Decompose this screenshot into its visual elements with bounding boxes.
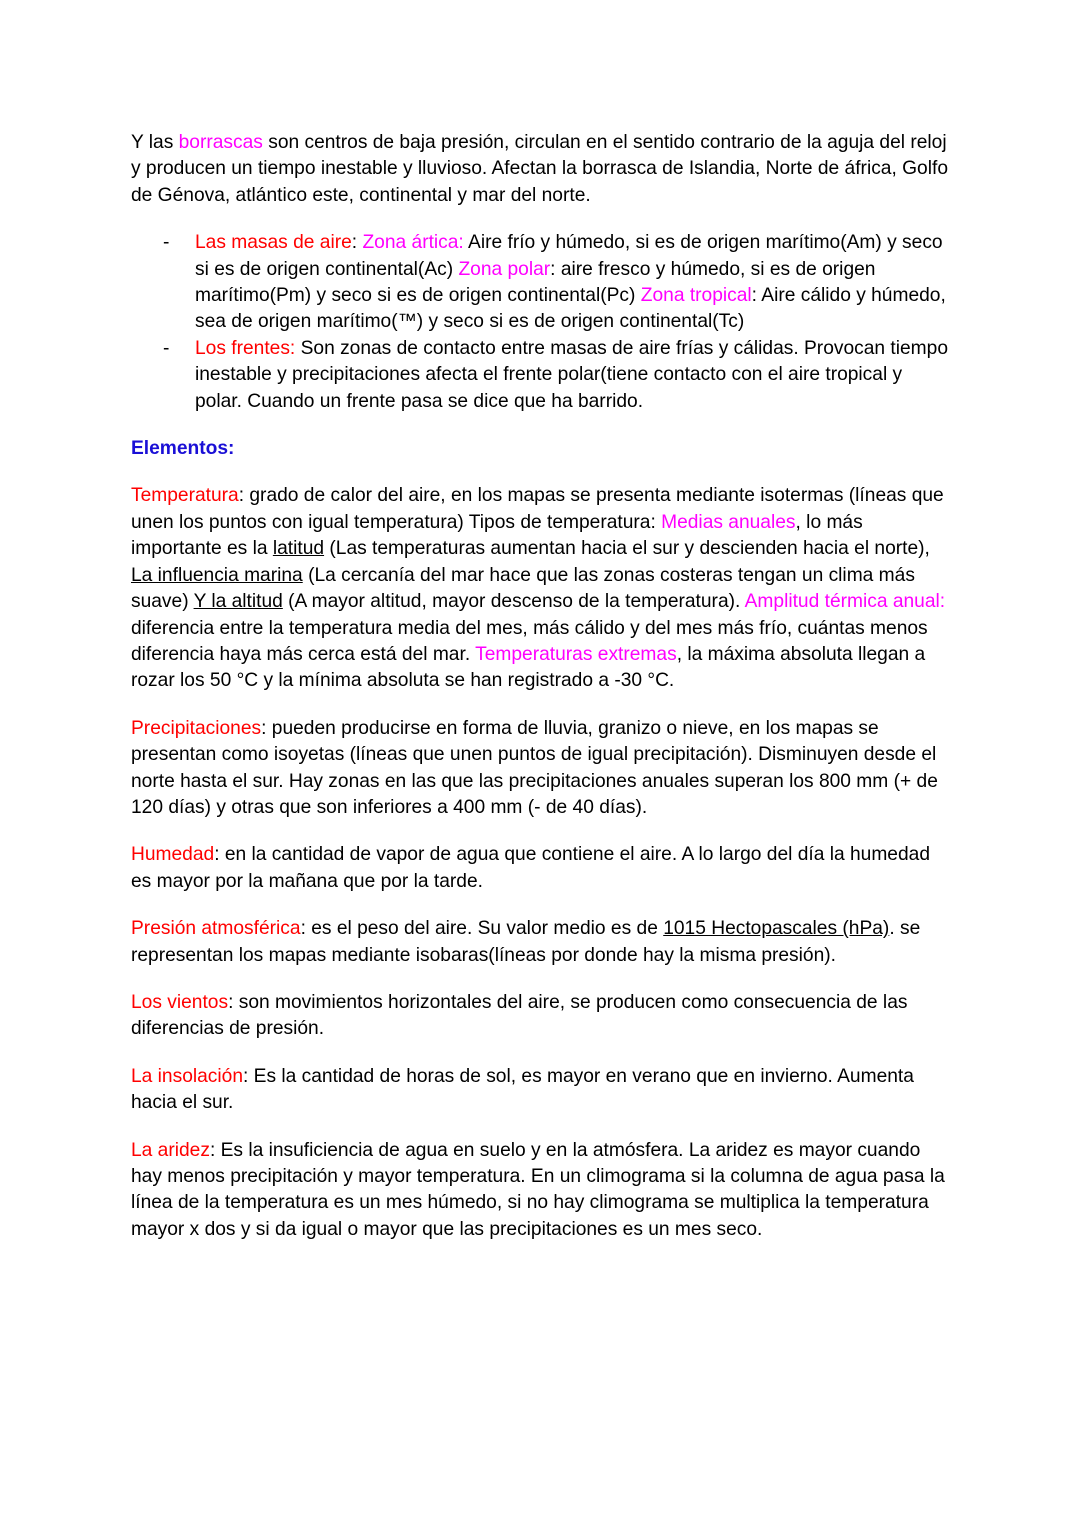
frentes-text: Son zonas de contacto entre masas de aire frías y cálidas. Provocan tiempo inestable y precipitaciones afecta el frente polar(tiene contacto con el aire tropical y polar. Cuando un frente pasa se dice que ha barrido. <box>195 337 948 412</box>
term-zona-tropical: Zona tropical <box>640 285 752 307</box>
term-latitud: latitud <box>272 538 325 560</box>
precipitaciones-text: : pueden producirse en forma de lluvia, granizo o nieve, en los mapas se presentan como isoyetas (líneas que unen puntos de igual precipitación). Disminuyen desde el norte hasta el sur. Hay zonas en las que las precipitaciones anuales superan los 800 mm (+ de 120 días) y otras que son inferiores a 400 mm (- de 40 días). <box>131 717 938 818</box>
dash-bullet: - <box>163 232 170 254</box>
section-heading <box>131 436 951 462</box>
term-masas-de-aire: Las masas de aire <box>195 232 352 254</box>
vientos-text: : son movimientos horizontales del aire, se producen como consecuencia de las diferencias de presión. <box>131 991 908 1040</box>
presion-text-2: . se representan los mapas mediante isobaras(líneas por donde hay la misma presión). <box>131 918 921 966</box>
term-hectopascales: 1015 Hectopascales (hPa) <box>663 918 890 940</box>
presion-text-1: : es el peso del aire. Su valor medio es de <box>300 918 664 940</box>
term-frentes: Los frentes: <box>195 337 296 359</box>
temperatura-text-7: , la máxima absoluta llegan a rozar los 50 °C y la mínima absoluta se han registrado a -30 °C. <box>131 643 926 692</box>
heading-elementos: Elementos: <box>131 438 235 460</box>
paragraph-aridez <box>131 1138 951 1244</box>
temperatura-text-1: : grado de calor del aire, en los mapas se presenta mediante isotermas (líneas que unen los puntos con igual temperatura) Tipos de temperatura: <box>131 485 944 533</box>
temperatura-text-2: , lo más importante es la <box>131 511 863 560</box>
zona-polar-text: : aire fresco y húmedo, si es de origen marítimo(Pm) y seco si es de origen continental(Pc) <box>195 258 876 307</box>
term-zona-polar: Zona polar <box>458 258 551 280</box>
bullet-list <box>131 230 951 415</box>
term-aridez: La aridez <box>131 1139 210 1161</box>
term-precipitaciones: Precipitaciones <box>131 717 262 739</box>
list-item-masas <box>131 230 951 336</box>
term-altitud: Y la altitud <box>193 591 283 613</box>
term-humedad: Humedad <box>131 844 215 866</box>
aridez-text: : Es la insuficiencia de agua en suelo y en la atmósfera. La aridez es mayor cuando hay menos precipitación y mayor temperatura. En un climograma si la columna de agua pasa la línea de la temperatura es un mes húmedo, si no hay climograma se multiplica la temperatura mayor x dos y si da igual o mayor que las precipitaciones es un mes seco. <box>131 1139 945 1240</box>
insolacion-text: : Es la cantidad de horas de sol, es mayor en verano que en invierno. Aumenta hacia el sur. <box>131 1065 914 1114</box>
intro-paragraph <box>131 130 951 209</box>
term-presion-atmosferica: Presión atmosférica <box>131 918 301 940</box>
zona-artica-text: Aire frío y húmedo, si es de origen marítimo(Am) y seco si es de origen continental(Ac) <box>195 232 943 280</box>
paragraph-temperatura <box>131 483 951 694</box>
list-item-frentes <box>131 336 951 415</box>
term-vientos: Los vientos <box>131 991 229 1013</box>
masas-colon: : <box>351 232 363 254</box>
temperatura-text-6: diferencia entre la temperatura media del mes, más cálido y del mes más frío, cuántas menos diferencia haya más cerca está del mar. <box>131 617 928 665</box>
term-influencia-marina: La influencia marina <box>131 564 303 586</box>
term-temperaturas-extremas: Temperaturas extremas <box>475 643 677 665</box>
humedad-text: : en la cantidad de vapor de agua que contiene el aire. A lo largo del día la humedad es mayor por la mañana que por la tarde. <box>131 844 930 892</box>
term-medias-anuales: Medias anuales <box>661 511 796 533</box>
term-zona-artica: Zona ártica: <box>362 232 464 254</box>
term-amplitud-termica: Amplitud térmica anual: <box>744 591 946 613</box>
paragraph-vientos <box>131 990 951 1043</box>
zona-tropical-text: : Aire cálido y húmedo, sea de origen marítimo(™) y seco si es de origen continental(Tc) <box>195 285 946 333</box>
paragraph-insolacion <box>131 1064 951 1117</box>
intro-text: son centros de baja presión, circulan en el sentido contrario de la aguja del reloj y producen un tiempo inestable y lluvioso. Afectan la borrasca de Islandia, Norte de áfrica, Golfo de Génova, atlántico este, continental y mar del norte. <box>131 132 948 206</box>
term-temperatura: Temperatura <box>131 485 239 507</box>
temperatura-text-5: (A mayor altitud, mayor descenso de la temperatura). <box>282 591 745 613</box>
paragraph-precipitaciones <box>131 716 951 822</box>
temperatura-text-3: (Las temperaturas aumentan hacia el sur y descienden hacia el norte), <box>324 538 930 560</box>
temperatura-text-4: (La cercanía del mar hace que las zonas costeras tengan un clima más suave) <box>131 564 915 613</box>
paragraph-humedad <box>131 842 951 895</box>
paragraph-presion <box>131 916 951 969</box>
term-borrascas: borrascas <box>178 132 263 153</box>
document-page <box>131 130 951 1264</box>
term-insolacion: La insolación <box>131 1065 244 1087</box>
dash-bullet: - <box>163 337 170 359</box>
intro-pre: Y las <box>131 132 179 153</box>
